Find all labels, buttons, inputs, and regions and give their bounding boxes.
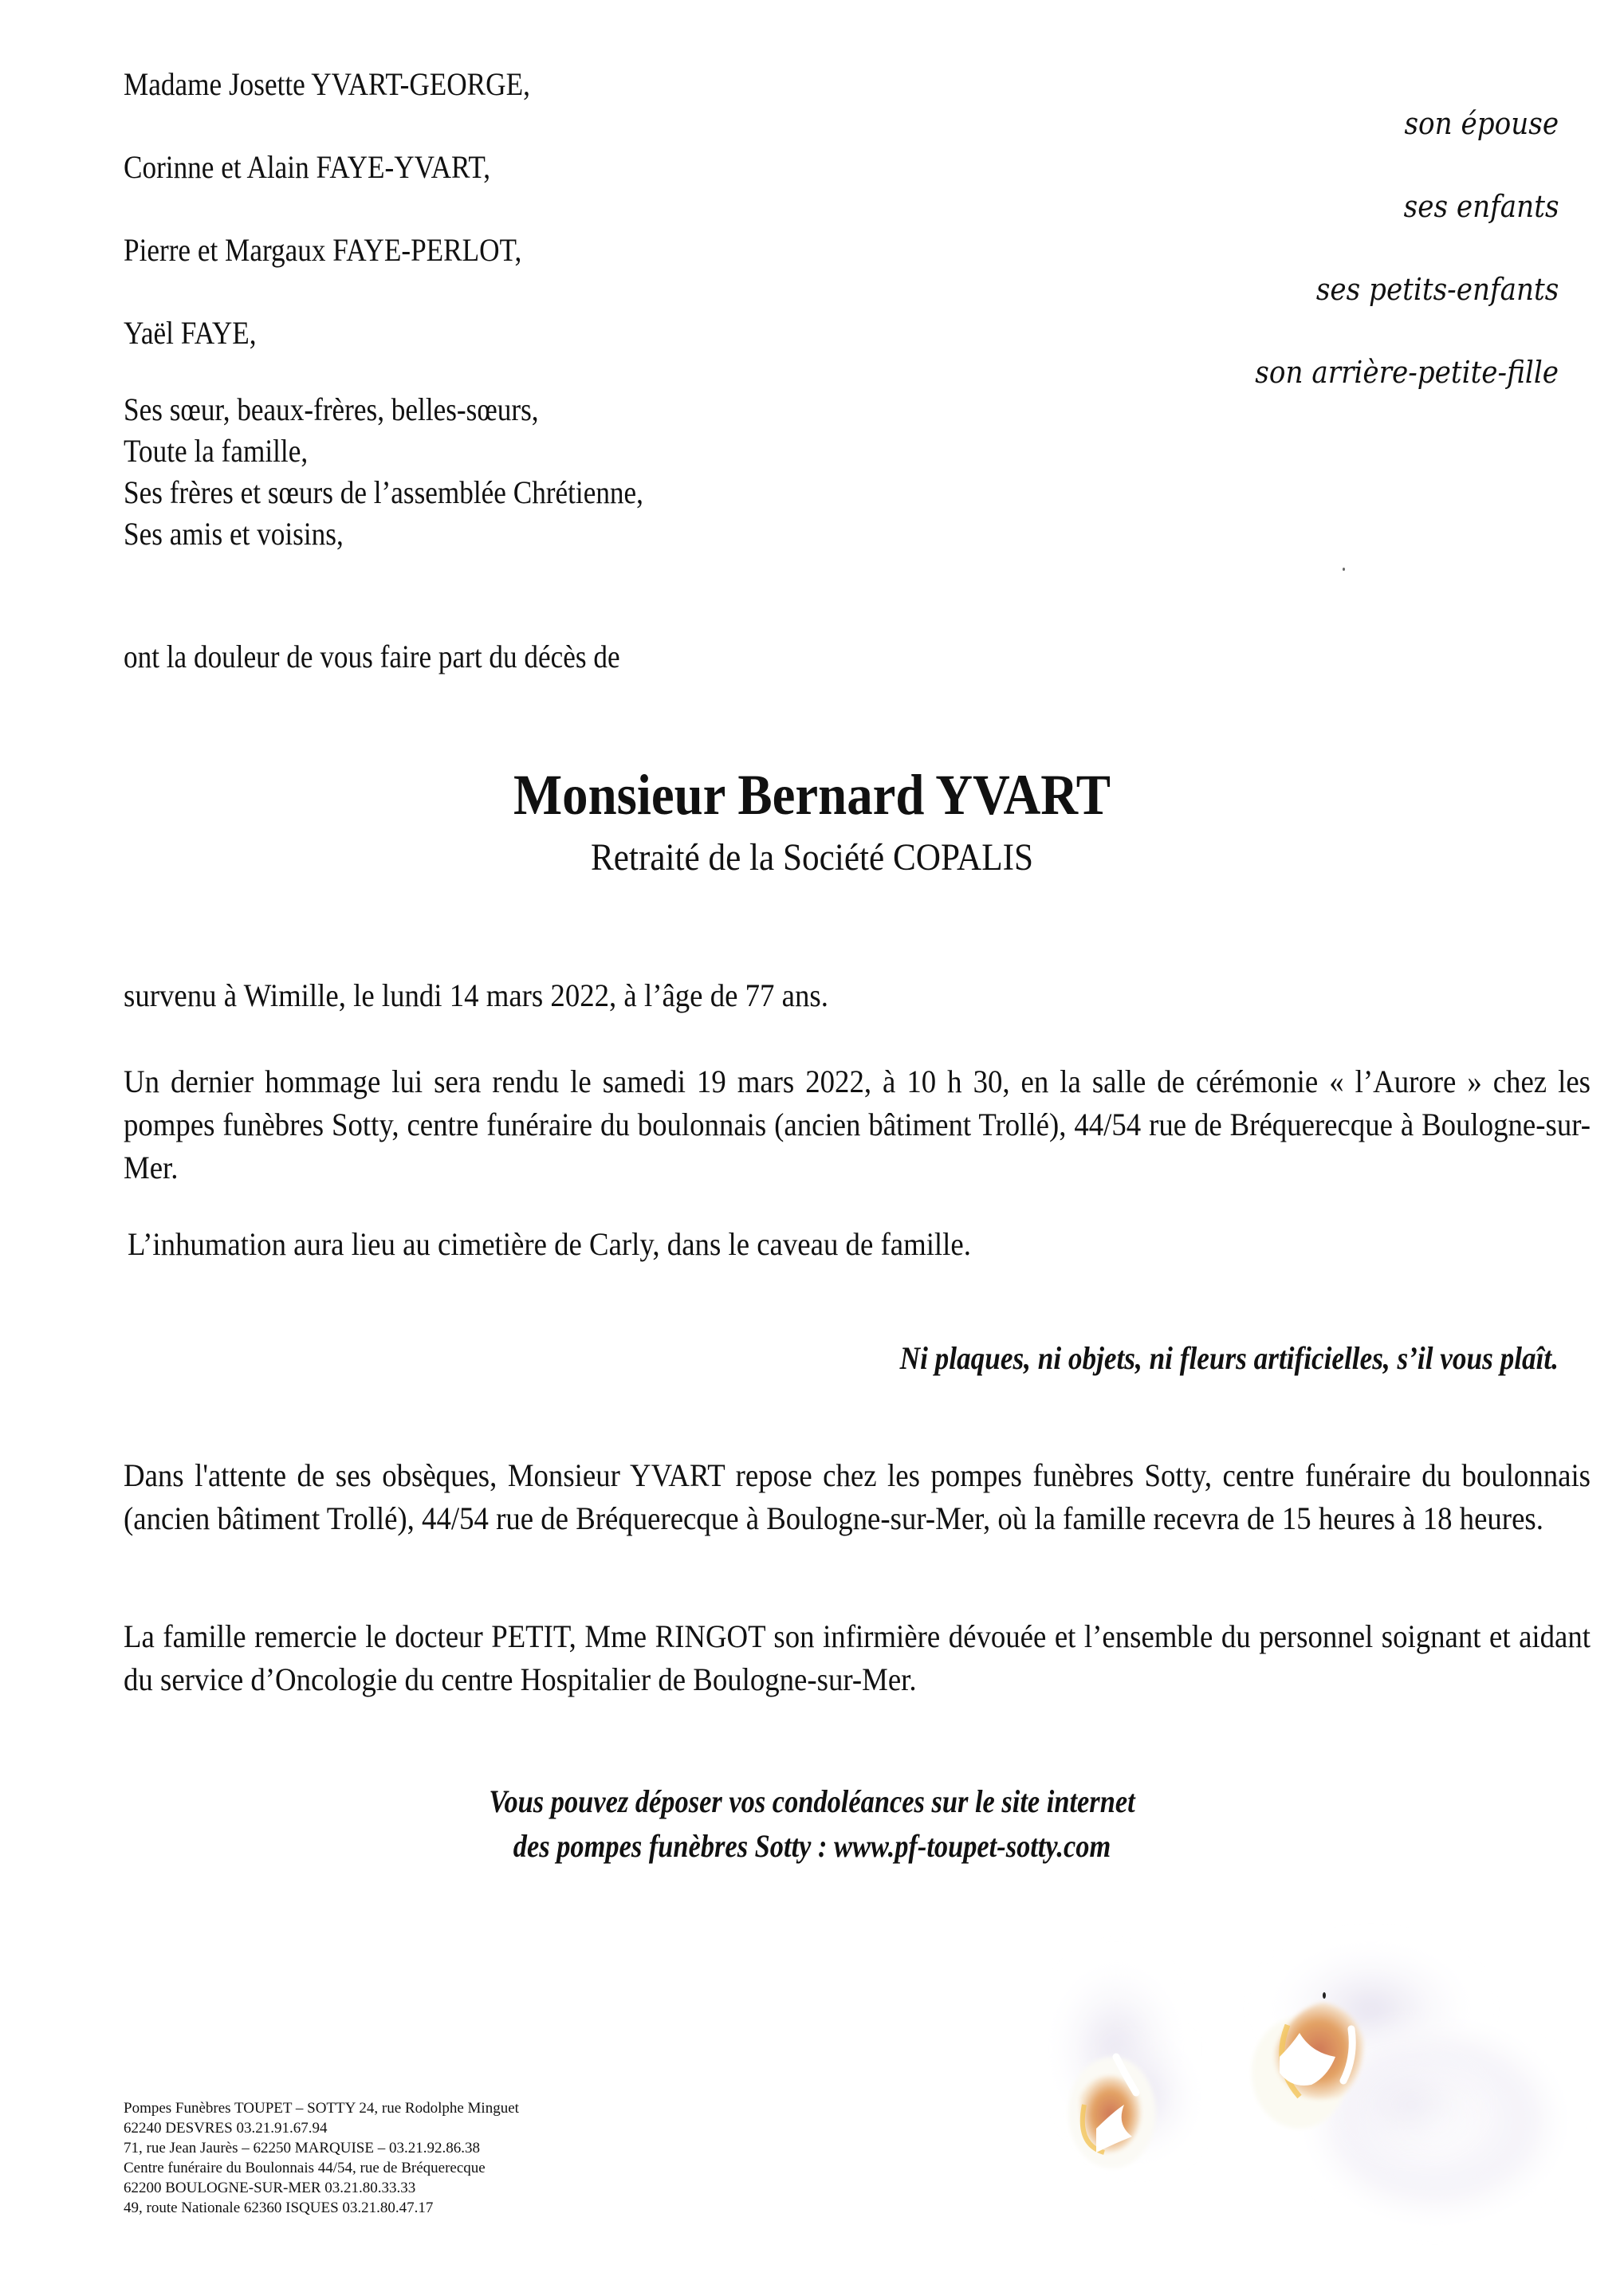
address-line: 49, route Nationale 62360 ISQUES 03.21.80.47.17 <box>124 2200 434 2216</box>
burial-details: L’inhumation aura lieu au cimetière de Carly, dans le caveau de famille. <box>128 1226 971 1262</box>
address-line: Pompes Funèbres TOUPET – SOTTY 24, rue Rodolphe Minguet <box>124 2100 519 2117</box>
white-orchids-image <box>1036 1913 1624 2296</box>
other-relatives-line: Ses frères et sœurs de l’assemblée Chrétienne, <box>124 474 643 510</box>
other-relatives-line: Ses sœur, beaux-frères, belles-sœurs, <box>124 391 539 427</box>
family-relation: ses enfants <box>1403 189 1559 224</box>
orchid-left <box>1044 1953 1204 2168</box>
ceremony-details: Un dernier hommage lui sera rendu le samedi 19 mars 2022, à 10 h 30, en la salle de cérémonie « l’Aurore » chez les pompes funèbres Sotty, centre funéraire du boulonnais (ancien bâtiment Trollé), 44/54 rue de Bréquerecque à Boulogne-sur-Mer. <box>124 1063 1591 1185</box>
family-member-name: Corinne et Alain FAYE-YVART, <box>124 149 491 185</box>
orchid-right <box>1252 1937 1571 2224</box>
deceased-name: Monsieur Bernard YVART <box>513 763 1111 827</box>
family-member-name: Pierre et Margaux FAYE-PERLOT, <box>124 232 522 268</box>
scan-speck <box>1343 568 1345 571</box>
thanks-message: La famille remercie le docteur PETIT, Mme RINGOT son infirmière dévouée et l’ensemble du personnel soignant et aidant du service d’Oncologie du centre Hospitalier de Boulogne-sur-Mer. <box>124 1618 1591 1697</box>
announcement-intro: ont la douleur de vous faire part du décès de <box>124 639 620 674</box>
repose-details: Dans l'attente de ses obsèques, Monsieur YVART repose chez les pompes funèbres Sotty, centre funéraire du boulonnais (ancien bâtiment Trollé), 44/54 rue de Bréquerecque à Boulogne-sur-Mer, où la famille recevra de 15 heures à 18 heures. <box>124 1457 1591 1536</box>
address-line: 71, rue Jean Jaurès – 62250 MARQUISE – 03.21.92.86.38 <box>124 2140 480 2156</box>
family-member-name: Yaël FAYE, <box>124 315 257 351</box>
other-relatives-line: Ses amis et voisins, <box>124 516 344 552</box>
family-relation: ses petits-enfants <box>1315 272 1559 307</box>
other-relatives-line: Toute la famille, <box>124 433 309 469</box>
funeral-home-addresses <box>124 2098 519 2218</box>
other-relatives <box>124 389 643 555</box>
flowers-request: Ni plaques, ni objets, ni fleurs artificielles, s’il vous plaît. <box>899 1340 1559 1376</box>
family-member-name: Madame Josette YVART-GEORGE, <box>124 66 530 102</box>
address-line: 62200 BOULOGNE-SUR-MER 03.21.80.33.33 <box>124 2180 416 2196</box>
address-line: Centre funéraire du Boulonnais 44/54, rue de Bréquerecque <box>124 2160 486 2176</box>
family-relation: son épouse <box>1404 106 1559 141</box>
death-details: survenu à Wimille, le lundi 14 mars 2022, à l’âge de 77 ans. <box>124 977 828 1013</box>
condolences-line: Vous pouvez déposer vos condoléances sur le site internet <box>489 1783 1135 1819</box>
condolences-website-line[interactable]: des pompes funèbres Sotty : www.pf-toupet-sotty.com <box>513 1828 1111 1864</box>
deceased-title: Retraité de la Société COPALIS <box>590 836 1034 879</box>
address-line: 62240 DESVRES 03.21.91.67.94 <box>124 2120 328 2137</box>
family-relation: son arrière-petite-fille <box>1255 355 1559 390</box>
